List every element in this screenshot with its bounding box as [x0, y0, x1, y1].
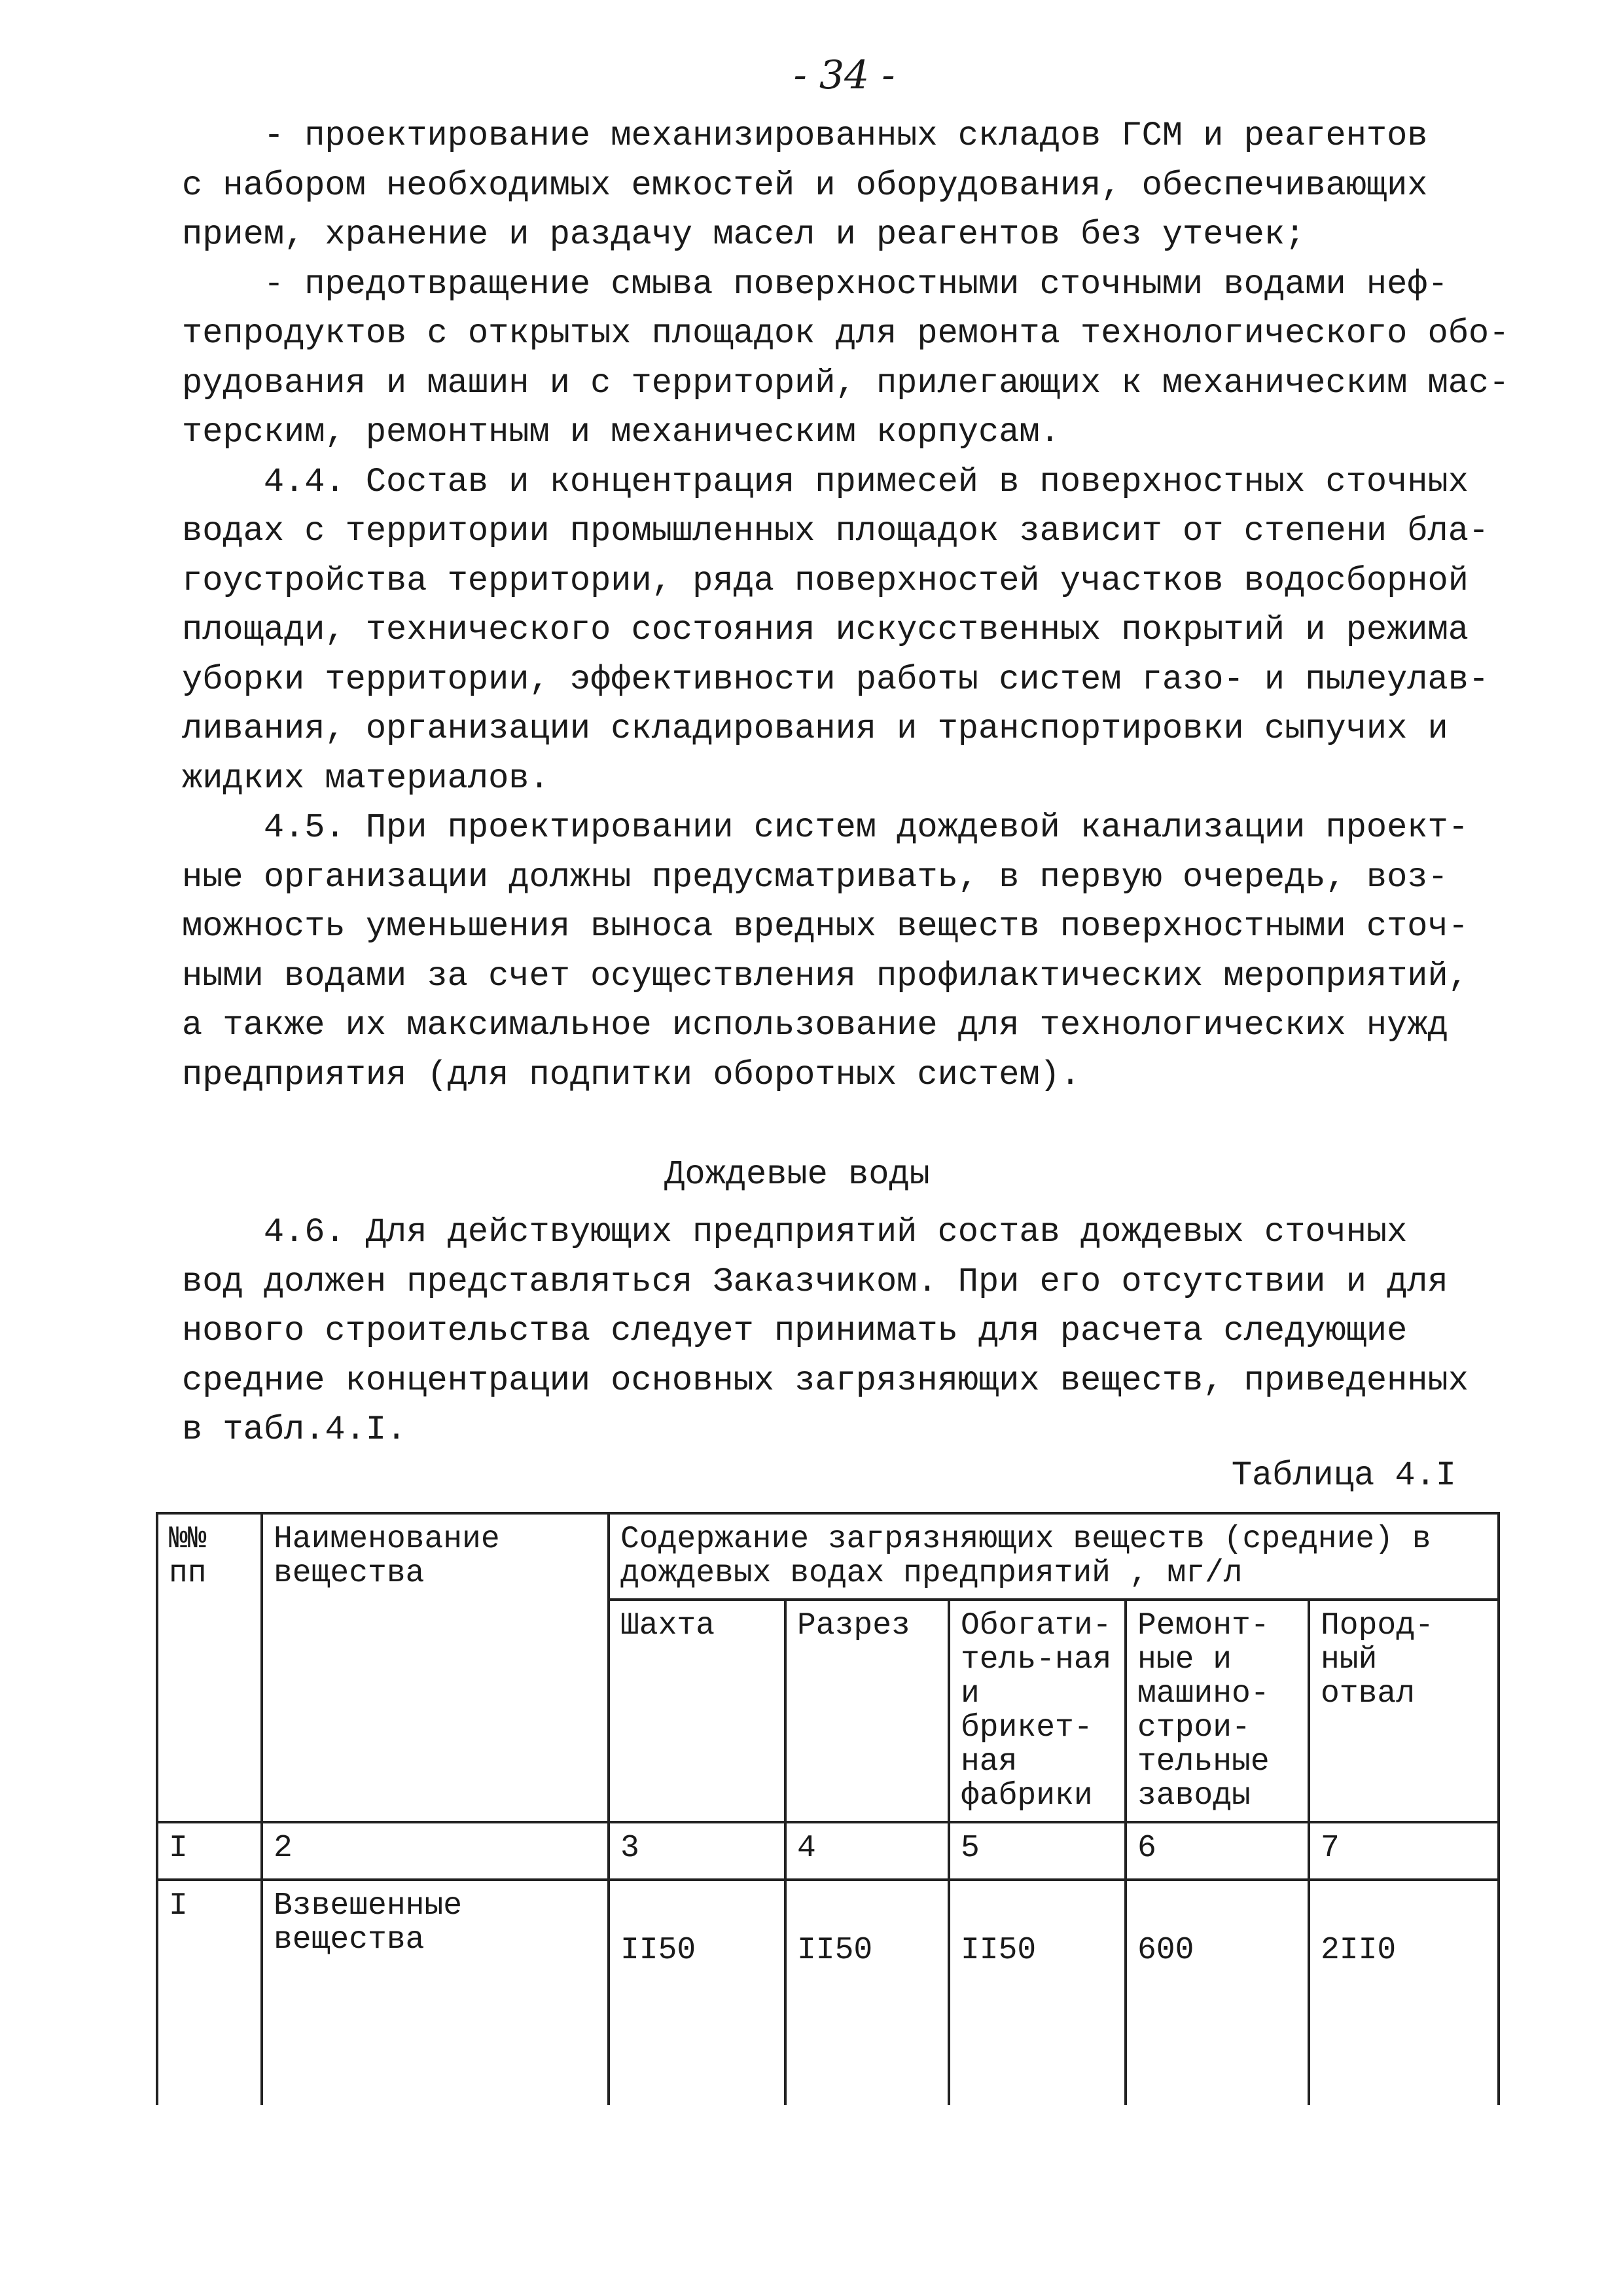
- column-number: 2: [262, 1822, 609, 1880]
- text-line: жидких материалов.: [182, 759, 550, 798]
- page-number: - 34 -: [793, 52, 895, 98]
- table-row: [157, 1880, 1499, 2105]
- text-line: с набором необходимых емкостей и оборудования, обеспечивающих: [182, 166, 1428, 205]
- text-line: в табл.4.I.: [182, 1410, 407, 1449]
- row-number: I: [157, 1880, 262, 2105]
- substance-name: Взвешенные вещества: [262, 1880, 609, 2105]
- text-line: 4.4. Состав и концентрация примесей в поверхностных сточных: [182, 462, 1469, 501]
- subcol-header: Разрез: [785, 1600, 949, 1822]
- text-line: прием, хранение и раздачу масел и реагентов без утечек;: [182, 215, 1306, 254]
- col-header-name: Наименование вещества: [262, 1513, 609, 1822]
- text-line: 4.6. Для действующих предприятий состав дождевых сточных: [182, 1213, 1408, 1251]
- column-number: 3: [609, 1822, 785, 1880]
- text-line: предприятия (для подпитки оборотных систем).: [182, 1055, 1081, 1094]
- value-cell: II50: [609, 1880, 785, 2105]
- text-line: тепродуктов с открытых площадок для ремонта технологического обо-: [182, 314, 1510, 353]
- pollutants-table: [156, 1512, 1500, 2105]
- value-cell: II50: [949, 1880, 1126, 2105]
- text-line: водах с территории промышленных площадок зависит от степени бла-: [182, 512, 1489, 550]
- value-cell: 600: [1126, 1880, 1309, 2105]
- text-line: нового строительства следует принимать для расчета следующие: [182, 1312, 1408, 1350]
- subcol-header: Обогати-тель-ная и брикет-ная фабрики: [949, 1600, 1126, 1822]
- table-header-row: [157, 1513, 1499, 1600]
- col-header-no: №№ пп: [157, 1513, 262, 1822]
- column-number-row: [157, 1822, 1499, 1880]
- text-line: 4.5. При проектировании систем дождевой канализации проект-: [182, 808, 1469, 847]
- text-line: ливания, организации складирования и транспортировки сыпучих и: [182, 709, 1448, 748]
- table-caption: Таблица 4.I: [1231, 1456, 1456, 1495]
- text-line: терским, ремонтным и механическим корпусам.: [182, 413, 1060, 452]
- text-line: гоустройства территории, ряда поверхностей участков водосборной: [182, 561, 1469, 600]
- text-line: средние концентрации основных загрязняющих веществ, приведенных: [182, 1361, 1469, 1400]
- column-number: 4: [785, 1822, 949, 1880]
- text-line: площади, технического состояния искусственных покрытий и режима: [182, 611, 1469, 649]
- col-header-group: Содержание загрязняющих веществ (средние) в дождевых водах предприятий , мг/л: [609, 1513, 1499, 1600]
- section-heading: Дождевые воды: [664, 1155, 930, 1194]
- text-line: можность уменьшения выноса вредных веществ поверхностными сточ-: [182, 907, 1469, 946]
- text-line: вод должен представляться Заказчиком. При его отсутствии и для: [182, 1262, 1448, 1301]
- subcol-header: Шахта: [609, 1600, 785, 1822]
- subcol-header: Ремонт-ные и машино-строи-тельные заводы: [1126, 1600, 1309, 1822]
- column-number: 6: [1126, 1822, 1309, 1880]
- subcol-header: Пород-ный отвал: [1309, 1600, 1499, 1822]
- value-cell: 2II0: [1309, 1880, 1499, 2105]
- body-text-bottom: [182, 1208, 1488, 1455]
- text-line: ными водами за счет осуществления профилактических мероприятий,: [182, 956, 1469, 996]
- body-text-top: [182, 111, 1510, 1100]
- column-number: I: [157, 1822, 262, 1880]
- column-number: 7: [1309, 1822, 1499, 1880]
- text-line: уборки территории, эффективности работы систем газо- и пылеулав-: [182, 660, 1489, 699]
- text-line: - предотвращение смыва поверхностными сточными водами неф-: [182, 264, 1448, 304]
- text-line: рудования и машин и с территорий, прилегающих к механическим мас-: [182, 363, 1510, 403]
- text-line: а также их максимальное использование для технологических нужд: [182, 1006, 1448, 1045]
- column-number: 5: [949, 1822, 1126, 1880]
- text-line: - проектирование механизированных складов ГСМ и реагентов: [182, 117, 1428, 155]
- text-line: ные организации должны предусматривать, в первую очередь, воз-: [182, 857, 1448, 897]
- value-cell: II50: [785, 1880, 949, 2105]
